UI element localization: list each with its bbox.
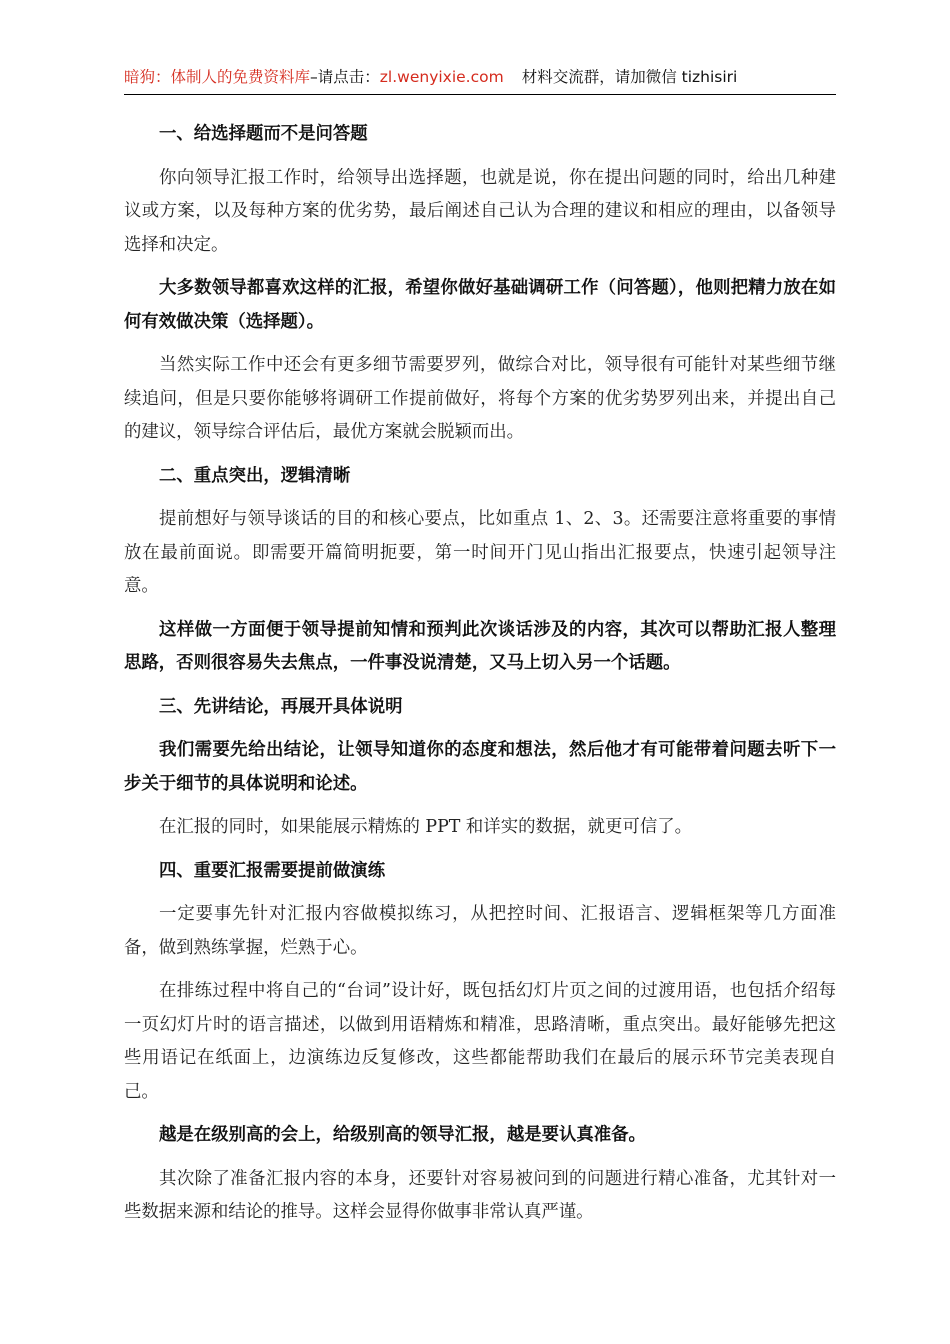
emphasis-paragraph: 这样做一方面便于领导提前知情和预判此次谈话涉及的内容，其次可以帮助汇报人整理思路，否则很容易失去焦点，一件事没说清楚，又马上切入另一个话题。 — [124, 619, 836, 673]
header-wechat-note: 材料交流群，请加微信 tizhisiri — [521, 68, 738, 86]
header-link-prefix: –请点击： — [310, 68, 380, 86]
emphasis-paragraph: 大多数领导都喜欢这样的汇报，希望你做好基础调研工作（问答题），他则把精力放在如何有效做决策（选择题）。 — [124, 278, 836, 332]
section-heading: 一、给选择题而不是问答题 — [159, 124, 368, 144]
emphasis-paragraph: 越是在级别高的会上，给级别高的领导汇报，越是要认真准备。 — [159, 1125, 646, 1145]
document-body — [124, 118, 836, 1240]
section-heading: 四、重要汇报需要提前做演练 — [159, 860, 386, 881]
body-paragraph: 在汇报的同时，如果能展示精炼的 PPT 和详实的数据，就更可信了。 — [159, 817, 692, 837]
section-heading: 三、先讲结论，再展开具体说明 — [159, 696, 403, 717]
body-paragraph: 你向领导汇报工作时，给领导出选择题，也就是说，你在提出问题的同时，给出几种建议或方案，以及每种方案的优劣势，最后阐述自己认为合理的建议和相应的理由，以备领导选择和决定。 — [124, 167, 836, 255]
body-paragraph: 一定要事先针对汇报内容做模拟练习，从把控时间、汇报语言、逻辑框架等几方面准备，做到熟练掌握，烂熟于心。 — [124, 904, 836, 958]
header-brand: 暗狗：体制人的免费资料库 — [124, 68, 311, 86]
body-paragraph: 其次除了准备汇报内容的本身，还要针对容易被问到的问题进行精心准备，尤其针对一些数据来源和结论的推导。这样会显得你做事非常认真严谨。 — [124, 1168, 836, 1222]
header-link-url[interactable]: zl.wenyixie.com — [379, 68, 504, 86]
section-heading: 二、重点突出，逻辑清晰 — [159, 465, 351, 486]
body-paragraph: 提前想好与领导谈话的目的和核心要点，比如重点 1、2、3。还需要注意将重要的事情放在最前面说。即需要开篇简明扼要，第一时间开门见山指出汇报要点，快速引起领导注意。 — [124, 509, 836, 596]
emphasis-paragraph: 我们需要先给出结论，让领导知道你的态度和想法，然后他才有可能带着问题去听下一步关于细节的具体说明和论述。 — [124, 740, 836, 794]
page-header — [124, 62, 836, 95]
body-paragraph: 当然实际工作中还会有更多细节需要罗列，做综合对比，领导很有可能针对某些细节继续追问，但是只要你能够将调研工作提前做好，将每个方案的优劣势罗列出来，并提出自己的建议，领导综合评估后，最优方案就会脱颖而出。 — [124, 355, 836, 442]
body-paragraph: 在排练过程中将自己的“台词”设计好，既包括幻灯片页之间的过渡用语，也包括介绍每一页幻灯片时的语言描述，以做到用语精炼和精准，思路清晰，重点突出。最好能够先把这些用语记在纸面上，边演练边反复修改，这些都能帮助我们在最后的展示环节完美表现自己。 — [124, 981, 836, 1102]
